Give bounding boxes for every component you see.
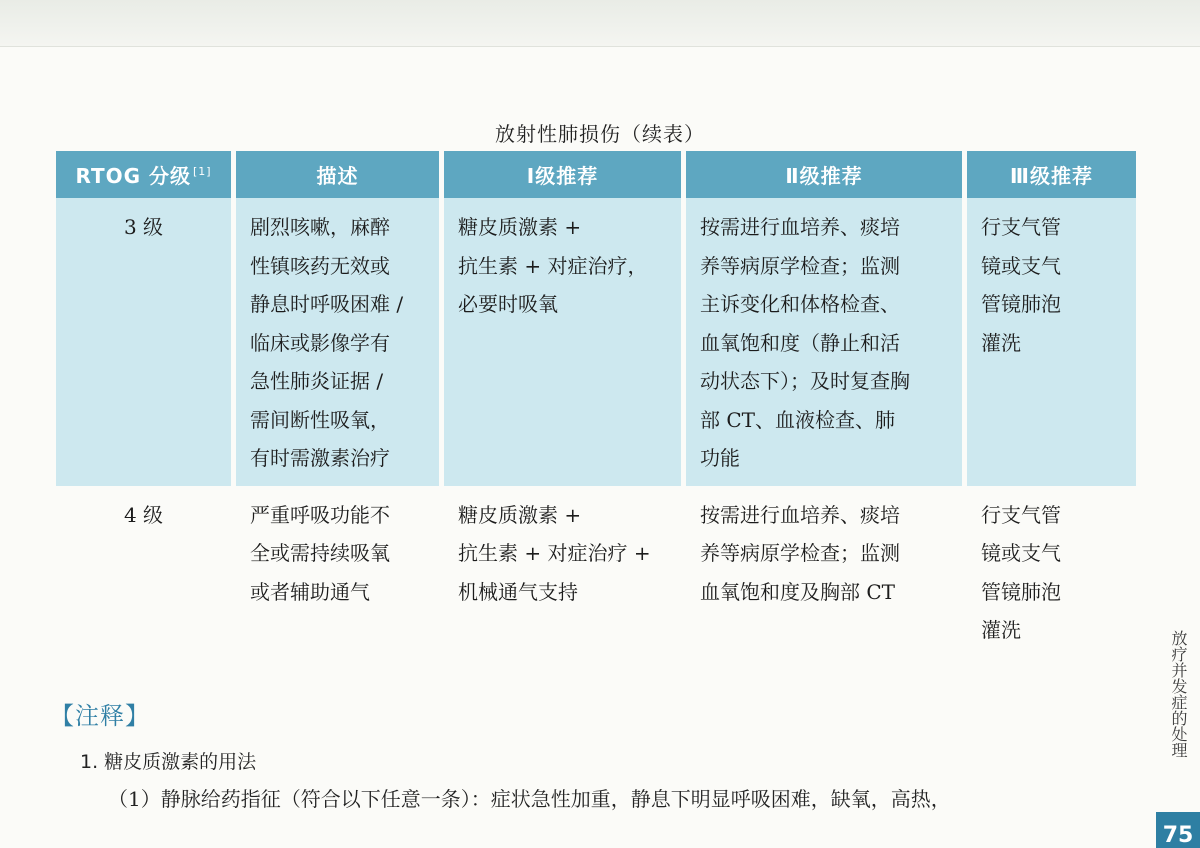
note-paragraph: （1）静脉给药指征（符合以下任意一条）：症状急性加重，静息下明显呼吸困难，缺氧，高热， — [108, 787, 951, 811]
grade-cell: 4 级 — [56, 486, 236, 658]
table-title: 放射性肺损伤（续表） — [495, 122, 705, 146]
header-level2-recommendation: Ⅱ级推荐 — [686, 151, 967, 198]
page-top-band — [0, 0, 1200, 47]
description-cell: 严重呼吸功能不 全或需持续吸氧 或者辅助通气 — [236, 486, 444, 658]
level1-cell: 糖皮质激素 + 抗生素 + 对症治疗， 必要时吸氧 — [444, 198, 686, 486]
header-level1-recommendation: Ⅰ级推荐 — [444, 151, 686, 198]
grade-cell: 3 级 — [56, 198, 236, 486]
level3-cell: 行支气管 镜或支气 管镜肺泡 灌洗 — [967, 486, 1136, 658]
description-cell: 剧烈咳嗽，麻醉 性镇咳药无效或 静息时呼吸困难 / 临床或影像学有 急性肺炎证据 / 需间断性吸氧， 有时需激素治疗 — [236, 198, 444, 486]
radiation-lung-injury-table — [56, 151, 1136, 658]
header-rtog-grade: RTOG 分级 [1] — [56, 151, 236, 198]
table-row — [56, 486, 1136, 658]
table-header-row — [56, 151, 1136, 198]
header-description: 描述 — [236, 151, 444, 198]
level2-cell: 按需进行血培养、痰培 养等病原学检查；监测 主诉变化和体格检查、 血氧饱和度（静止和活 动状态下）；及时复查胸 部 CT、血液检查、肺 功能 — [686, 198, 967, 486]
level2-cell: 按需进行血培养、痰培 养等病原学检查；监测 血氧饱和度及胸部 CT — [686, 486, 967, 658]
page-number: 75 — [1156, 812, 1200, 848]
note-item-title: 1. 糖皮质激素的用法 — [80, 751, 257, 773]
header-level3-recommendation: Ⅲ级推荐 — [967, 151, 1136, 198]
table-row — [56, 198, 1136, 486]
chapter-side-label: 放疗并发症的处理 — [1169, 630, 1188, 758]
citation-ref: [1] — [192, 165, 212, 179]
notes-heading: 【注释】 — [50, 702, 150, 730]
level1-cell: 糖皮质激素 + 抗生素 + 对症治疗 + 机械通气支持 — [444, 486, 686, 658]
level3-cell: 行支气管 镜或支气 管镜肺泡 灌洗 — [967, 198, 1136, 486]
